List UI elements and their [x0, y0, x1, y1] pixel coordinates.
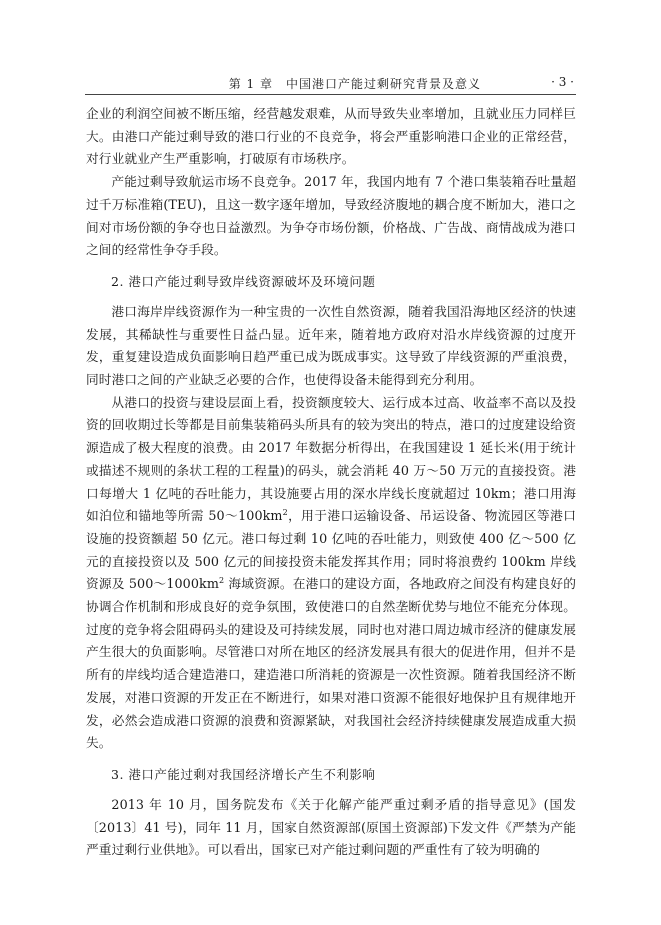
page-number: · 3 · — [551, 75, 574, 89]
paragraph-investment — [86, 392, 576, 755]
paragraph-continued: 企业的利润空间被不断压缩，经营越发艰难，从而导致失业率增加，且就业压力同样巨大。由港口产能过剩导致的港口行业的不良竞争，将会严重影响港口企业的正常经营，对行业就业产生严重影响，打破原有市场秩序。 — [86, 106, 576, 167]
page-body — [86, 103, 576, 862]
investment-text-a: 从港口的投资与建设层面上看，投资额度较大、运行成本过高、收益率不高以及投资的回收期过长等都是目前集装箱码头所具有的较为突出的特点，港口的过度建设给资源造成了极大程度的浪费。由 2017 年数据分析得出，在我国建设 1 延长米(用于统计或描述不规则的条状工程的工程量)的码头，就会消耗 40 万～50 万元的直接投资。港口每增大 1 亿吨的吞吐能力，其设施要占用的深水岸线长度就超过 10km；港口用海如泊位和锚地等所需 50～100km — [86, 394, 576, 524]
paragraph-policy: 2013 年 10 月，国务院发布《关于化解产能严重过剩矛盾的指导意见》(国发〔2013〕41 号)，同年 11 月，国家自然资源部(原国土资源部)下发文件《严禁为产能严重过剩行业供地》。可以看出，国家已对产能过剩问题的严重性有了较为明确的 — [86, 796, 576, 858]
superscript-squared: 2 — [218, 576, 225, 586]
investment-text-b: ，用于港口运输设备、吊运设备、物流园区等港口设施的投资额超 50 亿元。港口每过剩 10 亿吨的吞吐能力，则致使 400 亿～500 亿元的直接投资以及 500 亿元的间接投资未能发挥其作用；同时将浪费约 100km 岸线资源及 500～1000km — [86, 508, 576, 592]
paragraph-shipping-competition: 产能过剩导致航运市场不良竞争。2017 年，我国内地有 7 个港口集装箱吞吐量超过千万标准箱(TEU)，且这一数字逐年增加，导致经济腹地的耦合度不断加大，港口之间对市场份额的争夺也日益激烈。为争夺市场份额，价格战、广告战、商情战成为港口之间的经常性争夺手段。 — [86, 174, 576, 258]
paragraph-coastline-resources: 港口海岸岸线资源作为一种宝贵的一次性自然资源，随着我国沿海地区经济的快速发展，其稀缺性与重要性日益凸显。近年来，随着地方政府对沿水岸线资源的过度开发，重复建设造成负面影响日趋严重已成为既成事实。这导致了岸线资源的严重浪费，同时港口之间的产业缺乏必要的合作，也使得设备未能得到充分利用。 — [86, 303, 576, 388]
running-header — [85, 74, 576, 95]
chapter-title: 第 1 章 中国港口产能过剩研究背景及意义 — [228, 77, 481, 91]
section-heading-2: 2. 港口产能过剩导致岸线资源破坏及环境问题 — [111, 273, 376, 289]
superscript-squared: 2 — [282, 508, 288, 518]
investment-text-c: 海域资源。在港口的建设方面，各地政府之间没有构建良好的协调合作机制和形成良好的竞争氛围，致使港口的自然垄断优势与地位不能充分体现。过度的竞争将会阻碍码头的建设及可持续发展，同时也对港口周边城市经济的健康发展产生很大的负面影响。尽管港口对所在地区的经济发展具有很大的促进作用，但并不是所有的岸线均适合建造港口，建造港口所消耗的资源是一次性资源。随着我国经济不断发展，对港口资源的开发正在不断进行，如果对港口资源不能很好地保护且有规律地开发，必然会造成港口资源的浪费和资源紧缺，对我国社会经济持续健康发展造成重大损失。 — [86, 576, 576, 751]
section-heading-3: 3. 港口产能过剩对我国经济增长产生不利影响 — [111, 766, 376, 782]
